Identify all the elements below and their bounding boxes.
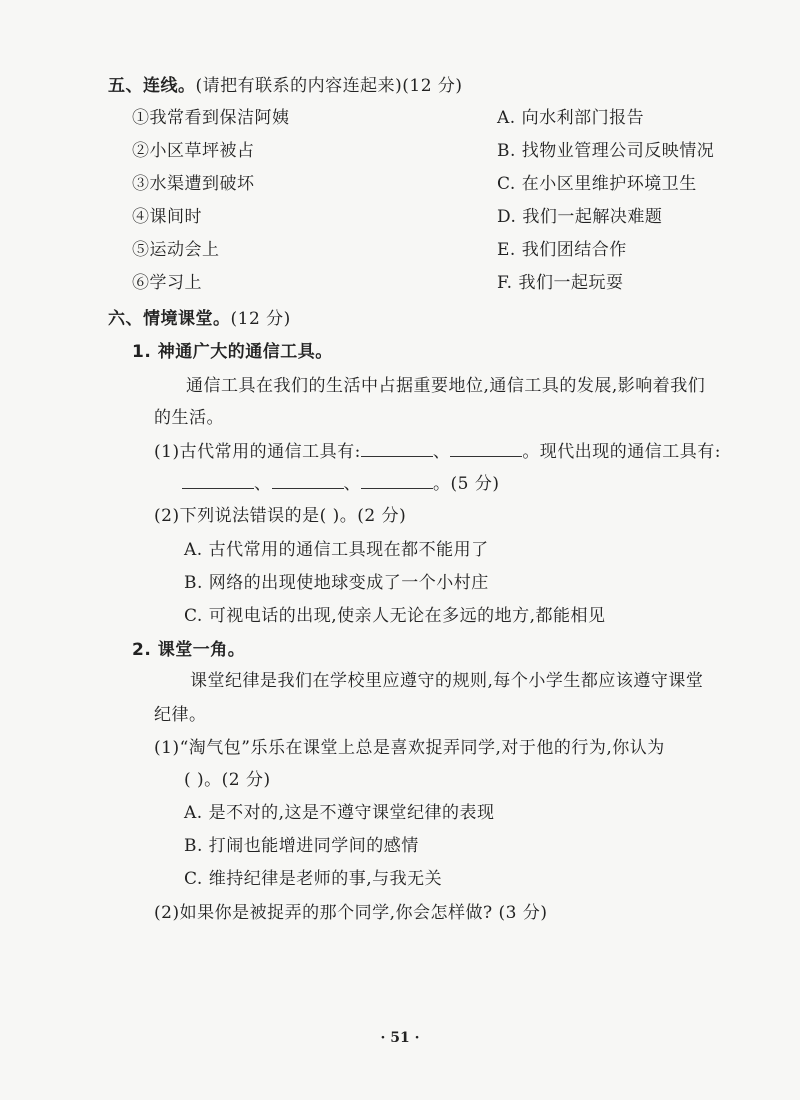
- match-right-item-a: A. 向水利部门报告: [497, 108, 645, 128]
- match-left-item-6: ⑥学习上: [132, 273, 202, 293]
- answer-blank-modern-2[interactable]: [272, 470, 344, 489]
- match-right-item-c: C. 在小区里维护环境卫生: [497, 174, 697, 194]
- match-left-item-3: ③水渠遭到破坏: [132, 174, 255, 194]
- q1-sub1-text-c: 。(5 分): [433, 474, 500, 494]
- q1-sub1-text-b: 。现代出现的通信工具有:: [522, 442, 722, 462]
- answer-blank-modern-1[interactable]: [182, 470, 254, 489]
- q1-option-c: C. 可视电话的出现,使亲人无论在多远的地方,都能相见: [184, 606, 606, 626]
- page-number: · 51 ·: [380, 1030, 420, 1046]
- q1-sub1-text-a: (1)古代常用的通信工具有:: [154, 442, 361, 462]
- section5-title-note: (请把有联系的内容连起来)(12 分): [195, 76, 463, 96]
- q2-option-b: B. 打闹也能增进同学间的感情: [184, 836, 419, 856]
- q2-sub2: (2)如果你是被捉弄的那个同学,你会怎样做? (3 分): [154, 903, 548, 923]
- section6-title-note: (12 分): [230, 309, 291, 329]
- q1-sub1-sep2: 、: [254, 474, 272, 494]
- match-left-item-2: ②小区草坪被占: [132, 141, 255, 161]
- match-right-item-b: B. 找物业管理公司反映情况: [497, 141, 715, 161]
- q2-option-c: C. 维持纪律是老师的事,与我无关: [184, 869, 443, 889]
- q1-intro-line2: 的生活。: [154, 408, 224, 428]
- answer-blank-ancient-2[interactable]: [450, 438, 522, 457]
- q1-sub1-line1: [154, 438, 721, 464]
- match-right-item-f: F. 我们一起玩耍: [497, 273, 624, 293]
- q1-sub1-sep1: 、: [432, 442, 451, 462]
- match-right-item-d: D. 我们一起解决难题: [497, 207, 663, 227]
- q2-intro-line1: 课堂纪律是我们在学校里应遵守的规则,每个小学生都应该遵守课堂: [190, 671, 704, 691]
- q2-intro-line2: 纪律。: [154, 705, 207, 725]
- q1-title: 1. 神通广大的通信工具。: [132, 342, 333, 362]
- q1-sub2: (2)下列说法错误的是( )。(2 分): [154, 506, 407, 526]
- q1-sub1-sep3: 、: [343, 474, 361, 494]
- q2-sub1-line1: (1)“淘气包”乐乐在课堂上总是喜欢捉弄同学,对于他的行为,你认为: [154, 738, 665, 758]
- q1-option-a: A. 古代常用的通信工具现在都不能用了: [184, 540, 489, 560]
- section6-heading: [108, 307, 291, 331]
- section5-heading: [108, 74, 463, 98]
- answer-blank-ancient-1[interactable]: [361, 438, 433, 457]
- q1-intro-line1: 通信工具在我们的生活中占据重要地位,通信工具的发展,影响着我们: [186, 376, 706, 396]
- q2-sub1-line2: ( )。(2 分): [184, 770, 271, 790]
- match-left-item-1: ①我常看到保洁阿姨: [132, 108, 290, 128]
- q1-option-b: B. 网络的出现使地球变成了一个小村庄: [184, 573, 489, 593]
- section6-title: 六、情境课堂。: [108, 309, 231, 329]
- match-left-item-5: ⑤运动会上: [132, 240, 220, 260]
- q2-option-a: A. 是不对的,这是不遵守课堂纪律的表现: [184, 803, 495, 823]
- q2-title: 2. 课堂一角。: [132, 640, 246, 660]
- answer-blank-modern-3[interactable]: [361, 470, 433, 489]
- section5-title: 五、连线。: [108, 76, 196, 96]
- match-right-item-e: E. 我们团结合作: [497, 240, 627, 260]
- q1-sub1-line2: [182, 470, 499, 496]
- match-left-item-4: ④课间时: [132, 207, 202, 227]
